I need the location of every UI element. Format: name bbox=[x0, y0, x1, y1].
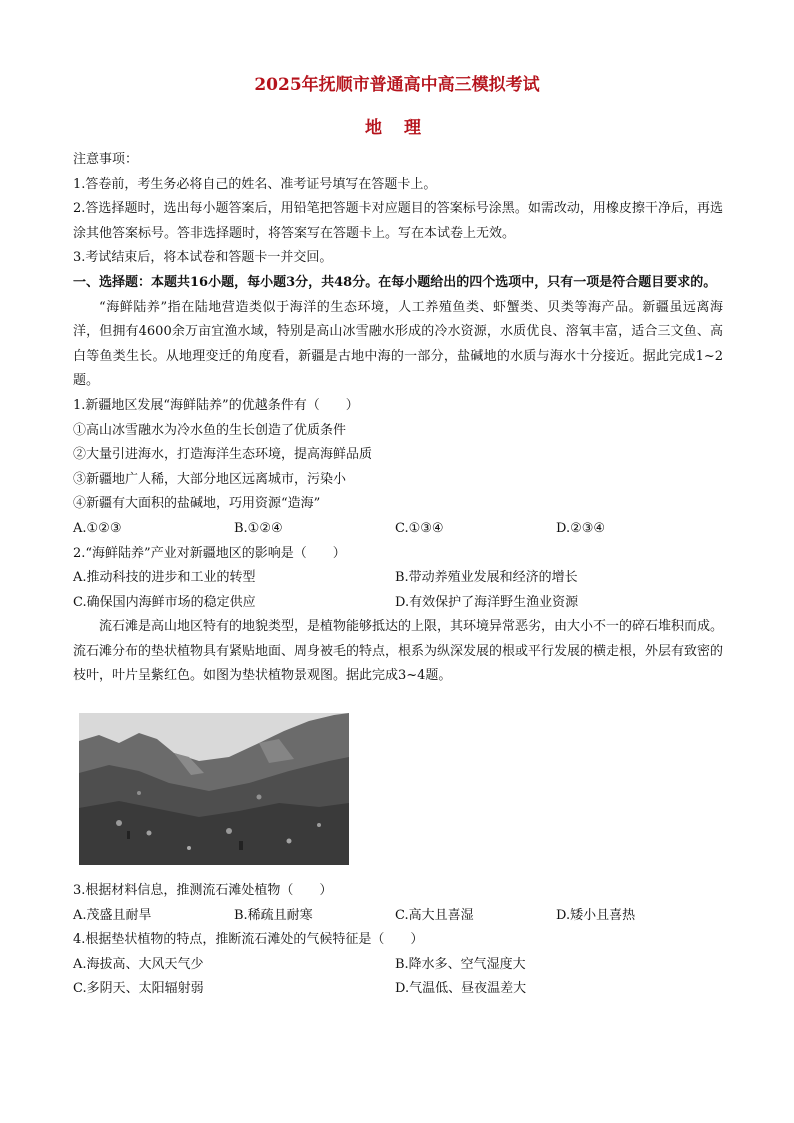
landscape-photo-drawing bbox=[79, 713, 349, 865]
question-2-option-d: D.有效保护了海洋野生渔业资源 bbox=[395, 594, 579, 610]
question-4-options-row-2 bbox=[73, 977, 723, 1002]
question-1-statement-2: ②大量引进海水，打造海洋生态环境，提高海鲜品质 bbox=[73, 447, 373, 463]
notice-item-2: 2.答选择题时，选出每小题答案后，用铅笔把答题卡对应题目的答案标号涂黑。如需改动，用橡皮擦干净后，再选涂其他答案标号。答非选择题时，将答案写在答题卡上。写在本试卷上无效。 bbox=[73, 201, 723, 241]
subject-title: 地 理 bbox=[365, 118, 429, 138]
exam-body bbox=[73, 148, 723, 1002]
question-1-option-c: C.①③④ bbox=[395, 520, 444, 536]
passage-2: 流石滩是高山地区特有的地貌类型，是植物能够抵达的上限，其环境异常恶劣，由大小不一的碎石堆积而成。流石滩分布的垫状植物具有紧贴地面、周身被毛的特点，根系为纵深发展的根或平行发展的横走根，外层有致密的枝叶，叶片呈紫红色。如图为垫状植物景观图。据此完成3~4题。 bbox=[73, 619, 724, 684]
exam-title: 2025年抚顺市普通高中高三模拟考试 bbox=[254, 75, 540, 95]
question-1-option-d: D.②③④ bbox=[556, 520, 606, 536]
question-1-statement-1: ①高山冰雪融水为冷水鱼的生长创造了优质条件 bbox=[73, 422, 347, 438]
question-1-stem: 1.新疆地区发展“海鲜陆养”的优越条件有（ ） bbox=[73, 397, 359, 413]
question-1-option-a: A.①②③ bbox=[73, 520, 122, 536]
question-4-stem: 4.根据垫状植物的特点，推断流石滩处的气候特征是（ ） bbox=[73, 932, 424, 948]
question-3-option-c: C.高大且喜湿 bbox=[395, 907, 474, 923]
question-1-statement-3: ③新疆地广人稀，大部分地区远离城市，污染小 bbox=[73, 471, 347, 487]
question-1-statement-4: ④新疆有大面积的盐碱地，巧用资源“造海” bbox=[73, 496, 321, 512]
section-heading: 一、选择题：本题共16小题，每小题3分，共48分。在每小题给出的四个选项中，只有一项是符合题目要求的。 bbox=[73, 274, 717, 290]
notice-item-3: 3.考试结束后，将本试卷和答题卡一并交回。 bbox=[73, 250, 333, 266]
question-4-option-a: A.海拔高、大风天气少 bbox=[73, 956, 204, 972]
question-3-options bbox=[73, 904, 723, 929]
question-2-stem: 2.“海鲜陆养”产业对新疆地区的影响是（ ） bbox=[73, 545, 346, 561]
question-3-option-a: A.茂盛且耐旱 bbox=[73, 907, 152, 923]
question-4-option-c: C.多阴天、太阳辐射弱 bbox=[73, 981, 204, 997]
question-4-option-d: D.气温低、昼夜温差大 bbox=[395, 981, 527, 997]
question-2-option-a: A.推动科技的进步和工业的转型 bbox=[73, 570, 256, 586]
passage-1: “海鲜陆养”指在陆地营造类似于海洋的生态环境，人工养殖鱼类、虾蟹类、贝类等海产品。新疆虽远离海洋，但拥有4600余万亩宜渔水域，特别是高山冰雪融水形成的冷水资源，水质优良、溶氧丰富，适合三文鱼、高白等鱼类生长。从地理变迁的角度看，新疆是古地中海的一部分，盐碱地的水质与海水十分接近。据此完成1~2题。 bbox=[73, 299, 723, 389]
notice-item-1: 1.答卷前，考生务必将自己的姓名、准考证号填写在答题卡上。 bbox=[73, 176, 437, 192]
question-2-options-row-2 bbox=[73, 591, 723, 616]
question-4-options-row-1 bbox=[73, 953, 723, 978]
question-2-option-c: C.确保国内海鲜市场的稳定供应 bbox=[73, 594, 256, 610]
cushion-plant-landscape-photo bbox=[79, 713, 349, 865]
notice-heading: 注意事项： bbox=[73, 152, 139, 167]
question-1-options bbox=[73, 517, 723, 542]
question-2-options-row-1 bbox=[73, 566, 723, 591]
question-3-option-b: B.稀疏且耐寒 bbox=[234, 907, 313, 923]
question-3-option-d: D.矮小且喜热 bbox=[556, 907, 636, 923]
question-1-option-b: B.①②④ bbox=[234, 520, 283, 536]
question-4-option-b: B.降水多、空气湿度大 bbox=[395, 956, 526, 972]
question-2-option-b: B.带动养殖业发展和经济的增长 bbox=[395, 570, 578, 586]
question-3-stem: 3.根据材料信息，推测流石滩处植物（ ） bbox=[73, 883, 333, 899]
